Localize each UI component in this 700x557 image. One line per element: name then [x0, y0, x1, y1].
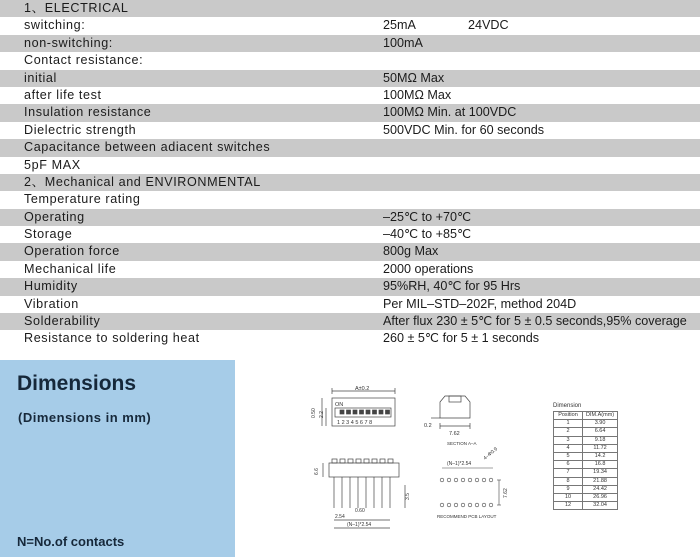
dimension-table-caption: Dimension: [553, 403, 582, 409]
spec-label: Mechanical life: [24, 261, 117, 276]
side-total-label: (N–1)*2.54: [347, 522, 372, 528]
spec-label: after life test: [24, 87, 102, 102]
dimension-table-row: [554, 420, 618, 428]
spec-value: –40℃ to +85℃: [383, 227, 472, 242]
dimension-table-row: [554, 494, 618, 502]
pcb-layout-label: RECOMMEND PCB LAYOUT: [437, 514, 497, 519]
spec-label: Resistance to soldering heat: [24, 331, 200, 346]
spec-row: [0, 104, 700, 121]
dimension-table-cell: 5: [554, 453, 583, 461]
spec-row: [0, 70, 700, 87]
dimension-table-header: [554, 412, 618, 420]
side-pitch-label-1: 0.60: [355, 508, 365, 514]
side-height-label: 6.6: [314, 468, 320, 475]
dimension-table: [553, 403, 618, 510]
spec-label: Contact resistance:: [24, 53, 144, 68]
spec-value: Per MIL–STD–202F, method 204D: [383, 296, 577, 311]
spec-row: [0, 174, 700, 191]
dimension-drawings: [235, 360, 700, 557]
spec-label: Humidity: [24, 279, 78, 294]
top-width-label: A±0.2: [355, 386, 370, 392]
spec-value: 100MΩ Min. at 100VDC: [383, 105, 517, 120]
dimension-table-cell: 10: [554, 494, 583, 502]
dimension-table-cell: 16.8: [583, 461, 618, 469]
pcb-layout-drawing: [440, 468, 501, 507]
dimensions-subtitle: (Dimensions in mm): [18, 410, 152, 425]
dimension-table-row: [554, 428, 618, 436]
technical-drawing: [235, 360, 700, 557]
dimensions-title: Dimensions: [17, 372, 137, 395]
dimension-table-cell: 2: [554, 428, 583, 436]
spec-label: non-switching:: [24, 35, 113, 50]
dimension-table-cell: 3.90: [583, 420, 618, 428]
dimension-table-row: [554, 485, 618, 493]
spec-label: switching:: [24, 18, 86, 33]
dimension-table-cell: 6.64: [583, 428, 618, 436]
left-height-label-1: 0.50: [311, 408, 317, 418]
spec-label: initial: [24, 70, 57, 85]
spec-value: –25℃ to +70℃: [383, 209, 472, 224]
dimension-table-cell: 4: [554, 444, 583, 452]
dimension-table-cell: 19.34: [583, 469, 618, 477]
spec-row: [0, 226, 700, 243]
spec-row: [0, 209, 700, 226]
dimension-table-row: [554, 436, 618, 444]
dimension-table-row: [554, 461, 618, 469]
section-view-drawing: [431, 396, 470, 429]
spec-value: 2000 operations: [383, 261, 474, 276]
spec-label: Vibration: [24, 296, 79, 311]
side-lead-label: 3.5: [405, 493, 411, 500]
dimension-table-row: [554, 477, 618, 485]
dimension-table-cell: 32.04: [583, 502, 618, 510]
dimension-table-cell: 6: [554, 461, 583, 469]
dimension-table-header-cell: Position: [554, 412, 583, 420]
dimension-table-cell: 12: [554, 502, 583, 510]
spec-label: Temperature rating: [24, 192, 141, 207]
on-label: ON: [335, 402, 344, 408]
dimension-table-header-cell: DIM.A(mm): [583, 412, 618, 420]
section-width-label: 7.62: [449, 431, 460, 437]
left-height-label-2: 2.2: [319, 411, 325, 418]
dimension-table-cell: 7: [554, 469, 583, 477]
spec-row: [0, 313, 700, 330]
spec-value: 500VDC Min. for 60 seconds: [383, 122, 545, 137]
position-numbers: 1 2 3 4 5 6 7 8: [337, 420, 373, 426]
dimension-table-cell: 9: [554, 485, 583, 493]
spec-row: [0, 261, 700, 278]
section-thickness-label: 0.2: [424, 423, 432, 429]
spec-row: [0, 278, 700, 295]
spec-row: [0, 296, 700, 313]
spec-value-secondary: 24VDC: [468, 18, 509, 33]
spec-row: [0, 157, 700, 174]
spec-value: After flux 230 ± 5℃ for 5 ± 0.5 seconds,95% coverage: [383, 314, 687, 329]
dimensions-panel: [0, 360, 235, 557]
spec-label: Capacitance between adiacent switches: [24, 140, 271, 155]
pcb-hole-label: 4–Φ0.9: [482, 446, 499, 462]
spec-row: [0, 330, 700, 347]
spec-value: 100MΩ Max: [383, 87, 452, 102]
dimension-table-cell: 9.18: [583, 436, 618, 444]
dimension-table-cell: 14.2: [583, 453, 618, 461]
spec-value: 260 ± 5℃ for 5 ± 1 seconds: [383, 331, 540, 346]
pcb-row-label: 7.62: [503, 488, 509, 498]
dimension-table-cell: 8: [554, 477, 583, 485]
spec-row: [0, 17, 700, 34]
dimension-table-cell: 11.72: [583, 444, 618, 452]
spec-row: [0, 0, 700, 17]
spec-value: 50MΩ Max: [383, 70, 445, 85]
spec-value: 100mA: [383, 35, 423, 50]
dimension-table-row: [554, 469, 618, 477]
dimension-table-row: [554, 502, 618, 510]
spec-row: [0, 122, 700, 139]
section-label: SECTION A–A: [447, 441, 477, 446]
spec-label: 2、Mechanical and ENVIRONMENTAL: [24, 174, 261, 189]
spec-row: [0, 52, 700, 69]
spec-value: 95%RH, 40℃ for 95 Hrs: [383, 279, 521, 294]
spec-row: [0, 87, 700, 104]
pcb-span-label: (N–1)*2.54: [447, 461, 472, 467]
spec-label: Solderability: [24, 314, 101, 329]
spec-label: 5pF MAX: [24, 157, 81, 172]
spec-label: Storage: [24, 227, 73, 242]
spec-label: Insulation resistance: [24, 105, 152, 120]
spec-row: [0, 191, 700, 208]
dimension-table-cell: 26.96: [583, 494, 618, 502]
spec-row: [0, 243, 700, 260]
spec-label: Dielectric strength: [24, 122, 137, 137]
spec-label: Operation force: [24, 244, 120, 259]
dimension-table-cell: 21.88: [583, 477, 618, 485]
dimension-table-cell: 1: [554, 420, 583, 428]
dimension-table-cell: 24.42: [583, 485, 618, 493]
spec-label: 1、ELECTRICAL: [24, 1, 129, 15]
spec-value: 800g Max: [383, 244, 439, 259]
contacts-footnote: N=No.of contacts: [17, 534, 125, 549]
spec-value: 25mA: [383, 18, 416, 33]
dimension-table-row: [554, 444, 618, 452]
dimension-table-row: [554, 453, 618, 461]
spec-row: [0, 35, 700, 52]
spec-row: [0, 139, 700, 156]
spec-label: Operating: [24, 209, 85, 224]
side-pitch-label-2: 2.54: [335, 514, 345, 520]
dimension-table-cell: 3: [554, 436, 583, 444]
